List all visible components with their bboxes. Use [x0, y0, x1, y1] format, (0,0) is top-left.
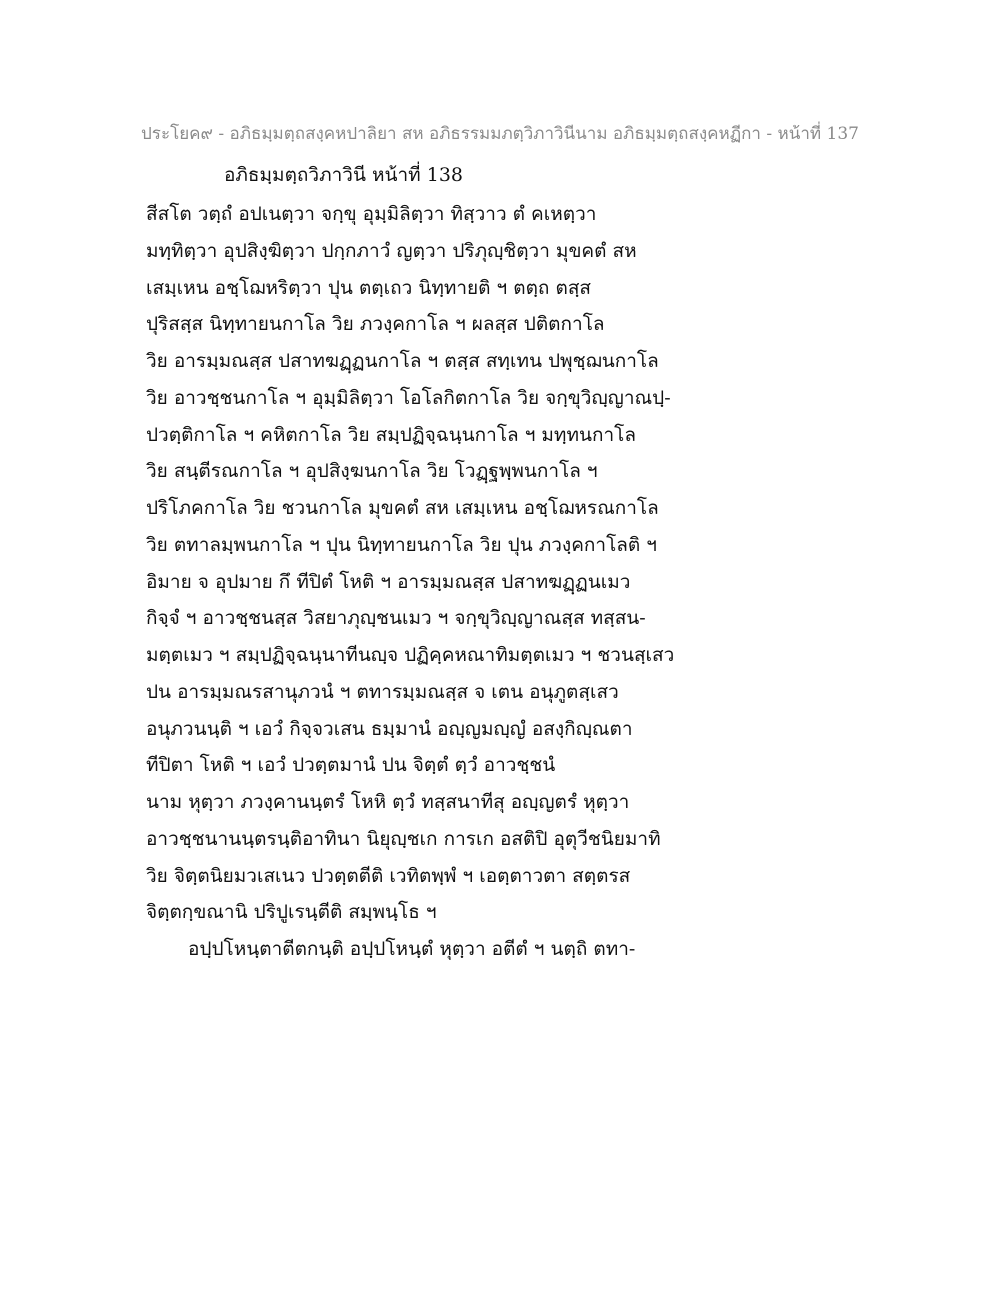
text-line: ปุริสสฺส นิทฺทายนกาโล วิย ภวงฺคกาโล ฯ ผลสฺส ปติตกาโล [146, 313, 605, 336]
text-line: จิตฺตกฺขณานิ ปริปูเรนฺตีติ สมฺพนฺโธ ฯ [146, 901, 437, 924]
text-line: วิย สนฺตีรณกาโล ฯ อุปสิงฺฆนกาโล วิย โวฏฺฐพฺพนกาโล ฯ [146, 460, 598, 483]
body-text [146, 196, 706, 968]
text-line: วิย จิตฺตนิยมวเสเนว ปวตฺตตีติ เวทิตพฺพํ ฯ เอตฺตาวตา สตฺตรส [146, 864, 631, 887]
text-line: อนุภวนนฺติ ฯ เอวํ กิจฺจวเสน ธมฺมานํ อญฺญมญฺญํ อสงฺกิญฺณตา [146, 717, 633, 740]
text-line: อาวชฺชนานนฺตรนฺติอาทินา นิยุญฺชเก การเก อสติปิ อุตุวีชนิยมาทิ [146, 827, 661, 850]
text-line: อิมาย จ อุปมาย กึ ทีปิตํ โหติ ฯ อารมฺมณสฺส ปสาทฆฏฺฏนเมว [146, 570, 631, 593]
text-line: มทฺทิตฺวา อุปสิงฺฆิตฺวา ปกฺกภาวํ ญตฺวา ปริภุญฺชิตฺวา มุขคตํ สห [146, 239, 637, 262]
text-line: เสมฺเหน อชฺโฌหริตฺวา ปุน ตตฺเถว นิทฺทายติ ฯ ตตฺถ ตสฺส [146, 276, 592, 299]
paragraph-start-line: อปฺปโหนฺตาตีตกนฺติ อปฺปโหนฺตํ หุตฺวา อตีตํ ฯ นตฺถิ ตทา- [188, 938, 636, 960]
text-line: ปน อารมฺมณรสานุภวนํ ฯ ตทารมฺมณสฺส จ เตน อนุภูตสฺเสว [146, 680, 619, 703]
text-line: กิจฺจํ ฯ อาวชฺชนสฺส วิสยาภุญฺชนเมว ฯ จกฺขุวิญฺญาณสฺส ทสฺสน- [146, 607, 646, 630]
text-line: มตฺตเมว ฯ สมฺปฏิจฺฉนฺนาทีนญฺจ ปฏิคฺคหณาทิมตฺตเมว ฯ ชวนสฺเสว [146, 644, 675, 666]
text-line: สีสโต วตฺถํ อปเนตฺวา จกฺขุ อุมฺมิลิตฺวา ทิสฺวาว ตํ คเหตฺวา [146, 203, 597, 225]
page-title: อภิธมฺมตฺถวิภาวินี หน้าที่ 138 [224, 164, 463, 186]
text-line: ปริโภคกาโล วิย ชวนกาโล มุขคตํ สห เสมฺเหน อชฺโฌหรณกาโล [146, 497, 659, 519]
text-line: วิย ตทาลมฺพนกาโล ฯ ปุน นิทฺทายนกาโล วิย ปุน ภวงฺคกาโลติ ฯ [146, 533, 657, 556]
text-line: นาม หุตฺวา ภวงฺคานนฺตรํ โหหิ ตฺวํ ทสฺสนาทีสุ อญฺญตรํ หุตฺวา [146, 791, 630, 813]
text-line: ทีปิตา โหติ ฯ เอวํ ปวตฺตมานํ ปน จิตฺตํ ตฺวํ อาวชฺชนํ [146, 754, 556, 777]
text-line: วิย อาวชฺชนกาโล ฯ อุมฺมิลิตฺวา โอโลกิตกาโล วิย จกฺขุวิญฺญาณปฺ- [146, 386, 671, 409]
text-line: ปวตฺติกาโล ฯ คหิตกาโล วิย สมฺปฏิจฺฉนฺนกาโล ฯ มทฺทนกาโล [146, 423, 636, 446]
text-line: วิย อารมฺมณสฺส ปสาทฆฏฺฏนกาโล ฯ ตสฺส สทฺเทน ปพุชฺฌนกาโล [146, 350, 659, 372]
running-header: ประโยค๙ - อภิธมฺมตฺถสงฺคหปาลิยา สห อภิธรรมมภตฺวิภาวินีนาม อภิธมฺมตฺถสงฺคหฏีกา - หน้าที่ 137 [141, 124, 859, 144]
